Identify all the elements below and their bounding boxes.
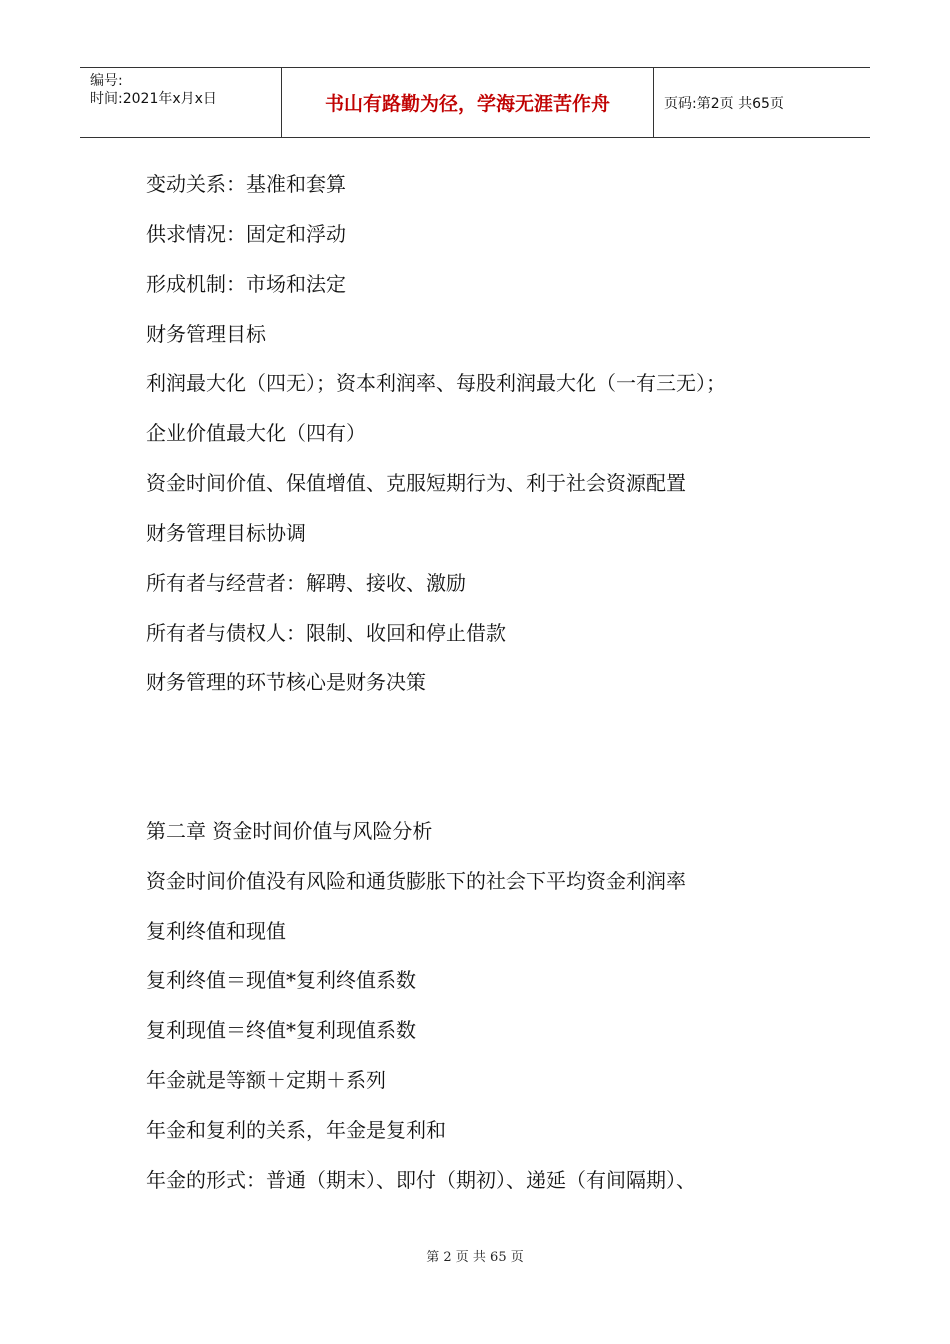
text-line: 变动关系：基准和套算: [146, 172, 346, 196]
doc-number-label: 编号:: [90, 73, 123, 89]
text-line: 所有者与债权人：限制、收回和停止借款: [146, 621, 506, 645]
text-line: 财务管理的环节核心是财务决策: [146, 670, 426, 694]
text-line: 年金就是等额＋定期＋系列: [146, 1068, 386, 1092]
text-line: 形成机制：市场和法定: [146, 272, 346, 296]
text-line: 资金时间价值、保值增值、克服短期行为、利于社会资源配置: [146, 471, 686, 495]
text-line: 资金时间价值没有风险和通货膨胀下的社会下平均资金利润率: [146, 869, 686, 893]
text-line: 年金和复利的关系，年金是复利和: [146, 1118, 446, 1142]
text-line: 复利终值和现值: [146, 919, 286, 943]
text-line: 供求情况：固定和浮动: [146, 222, 346, 246]
text-line: 财务管理目标: [146, 322, 266, 346]
header-motto: 书山有路勤为径，学海无涯苦作舟: [282, 68, 654, 137]
text-line: 财务管理目标协调: [146, 521, 306, 545]
text-line: 利润最大化（四无）；资本利润率、每股利润最大化（一有三无）；: [146, 371, 726, 395]
text-line: 年金的形式：普通（期末）、即付（期初）、递延（有间隔期）、: [146, 1168, 696, 1192]
text-line: 所有者与经营者：解聘、接收、激励: [146, 571, 466, 595]
text-line: 复利终值＝现值*复利终值系数: [146, 968, 416, 992]
text-line: 企业价值最大化（四有）: [146, 421, 366, 445]
page-header: [80, 67, 870, 138]
header-page-info: 页码:第2页 共65页: [664, 95, 784, 112]
page-footer: 第 2 页 共 65 页: [426, 1250, 524, 1265]
header-meta: [80, 68, 282, 137]
text-line: 复利现值＝终值*复利现值系数: [146, 1018, 416, 1042]
doc-date-label: 时间:2021年x月x日: [90, 91, 217, 107]
chapter-heading: 第二章 资金时间价值与风险分析: [146, 819, 433, 843]
